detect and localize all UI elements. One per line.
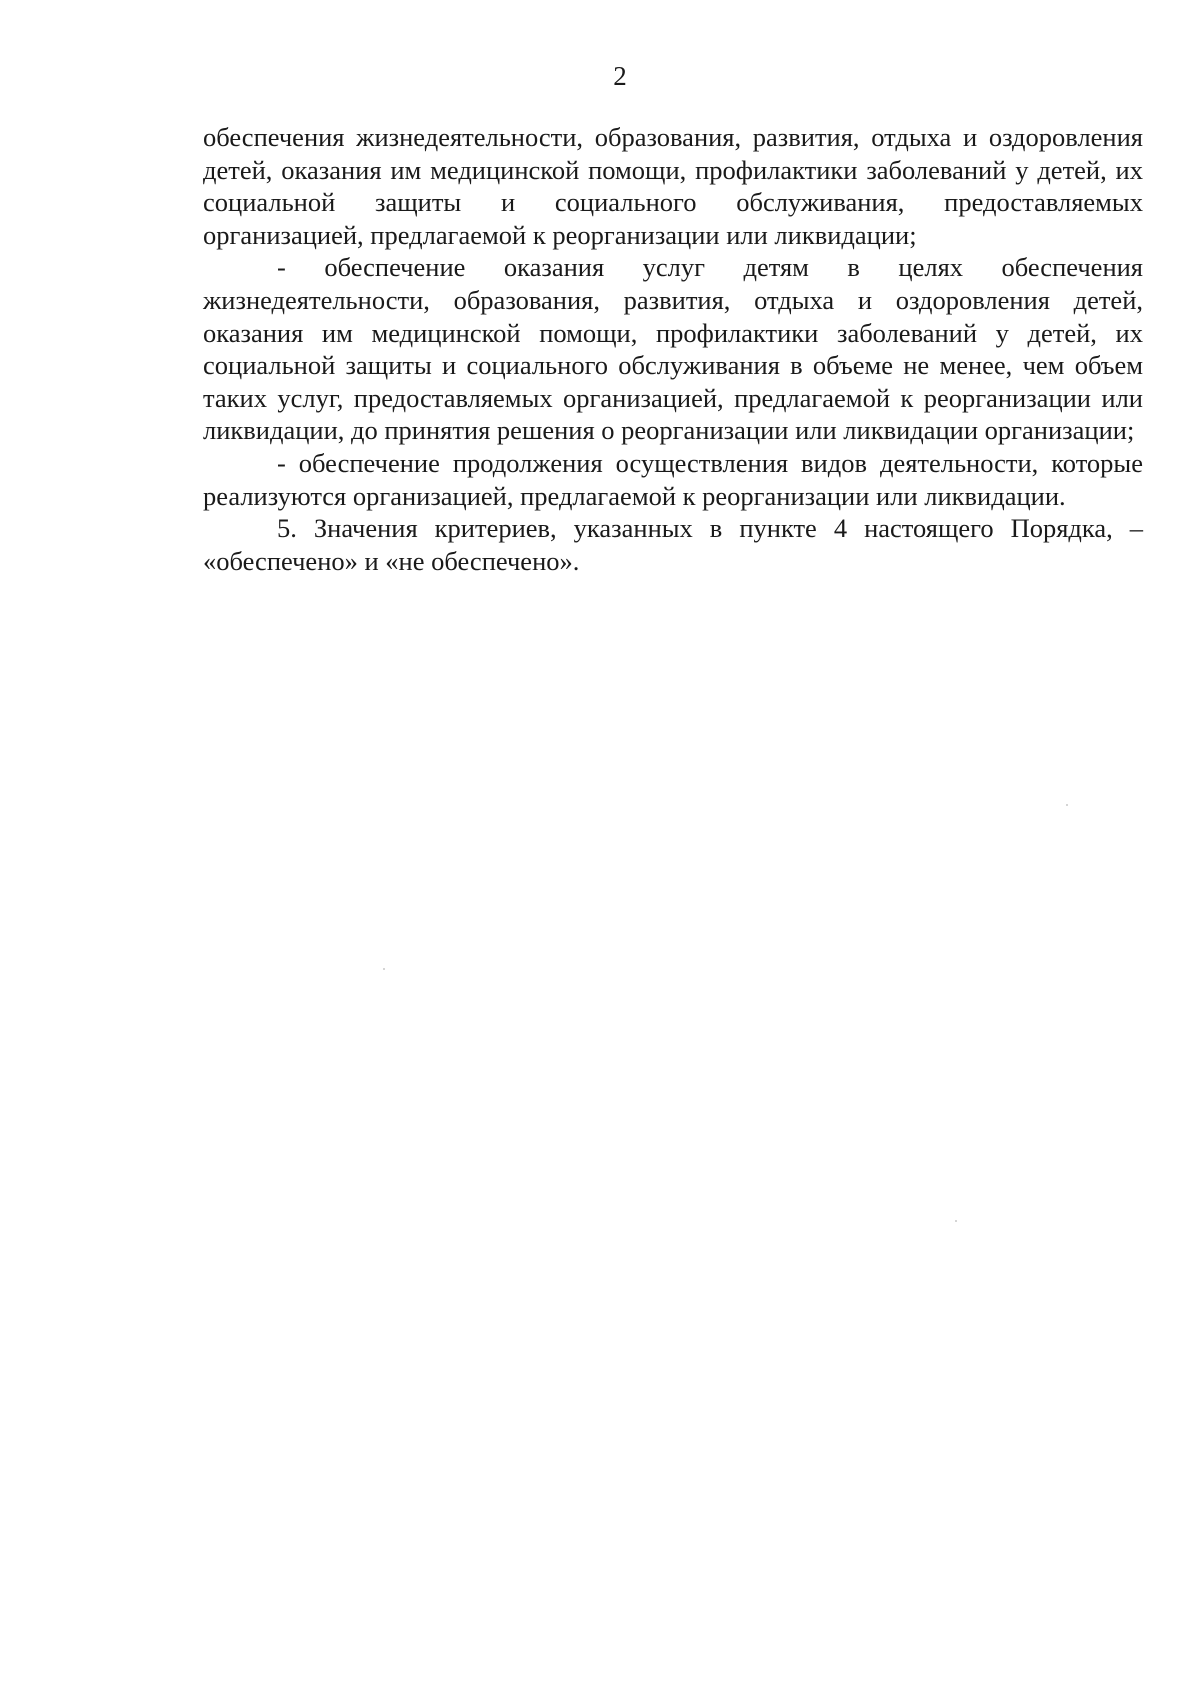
paragraph-service-provision: - обеспечение оказания услуг детям в целях обеспечения жизнедеятельности, образования, развития, отдыха и оздоровления детей, оказания им медицинской помощи, профилактики заболеваний у детей, их социальной защиты и социального обслуживания в объеме не менее, чем объем таких услуг, предоставляемых организацией, предлагаемой к реорганизации или ликвидации, до принятия решения о реорганизации или ликвидации организации; <box>203 252 1143 446</box>
paragraph-criteria-values: 5. Значения критериев, указанных в пункте 4 настоящего Порядка, – «обеспечено» и «не обеспечено». <box>203 513 1143 576</box>
paragraph-activity-continuation: - обеспечение продолжения осуществления видов деятельности, которые реализуются организацией, предлагаемой к реорганизации или ликвидации. <box>203 447 1143 511</box>
scan-speck <box>383 968 385 970</box>
scan-speck <box>1066 804 1068 806</box>
paragraph-continuation: обеспечения жизнедеятельности, образования, развития, отдыха и оздоровления детей, оказания им медицинской помощи, профилактики заболеваний у детей, их социальной защиты и социального обслуживания, предоставляемых организацией, предлагаемой к реорганизации или ликвидации; <box>203 122 1143 250</box>
page-number: 2 <box>613 61 627 91</box>
scan-speck <box>955 1220 957 1222</box>
document-body <box>203 121 1143 577</box>
